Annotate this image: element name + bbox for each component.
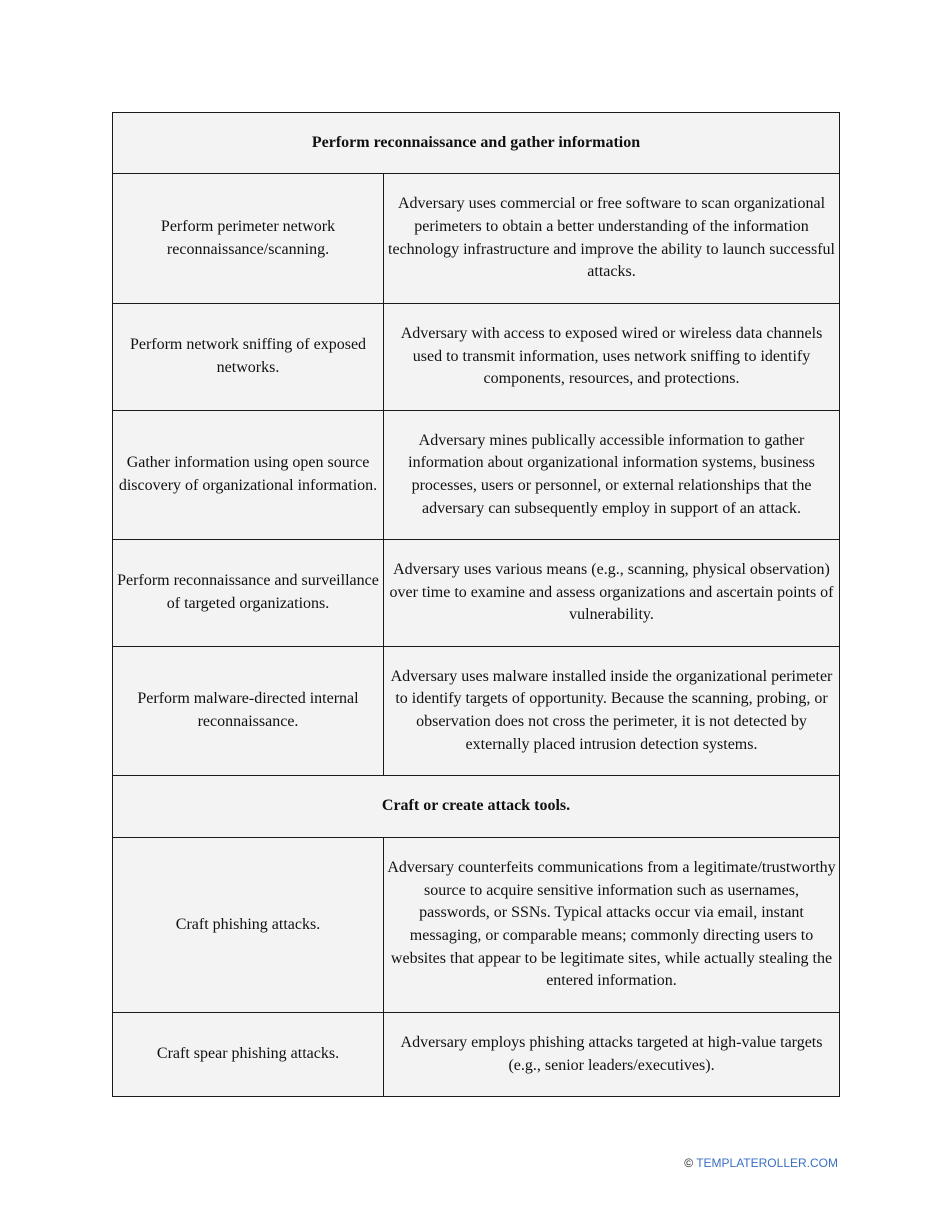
table-row	[113, 1013, 840, 1097]
templateroller-link[interactable]: TEMPLATEROLLER.COM	[696, 1156, 838, 1170]
description-cell: Adversary employs phishing attacks targeted at high-value targets (e.g., senior leaders/executives).	[384, 1013, 840, 1097]
description-cell: Adversary uses malware installed inside the organizational perimeter to identify targets of opportunity. Because the scanning, probing, or observation does not cross the perimeter, it is not detected by externally placed intrusion detection systems.	[384, 647, 840, 776]
action-cell: Perform malware-directed internal reconnaissance.	[113, 647, 384, 776]
section-title: Craft or create attack tools.	[113, 776, 840, 838]
action-cell: Perform reconnaissance and surveillance of targeted organizations.	[113, 540, 384, 647]
section-header-row	[113, 776, 840, 838]
action-cell: Craft phishing attacks.	[113, 838, 384, 1013]
copyright-symbol: ©	[684, 1156, 694, 1170]
action-cell: Gather information using open source discovery of organizational information.	[113, 411, 384, 540]
table-row	[113, 411, 840, 540]
table-row	[113, 540, 840, 647]
section-title: Perform reconnaissance and gather information	[113, 113, 840, 174]
section-header-row	[113, 113, 840, 174]
action-cell: Perform perimeter network reconnaissance/scanning.	[113, 174, 384, 304]
action-cell: Perform network sniffing of exposed networks.	[113, 304, 384, 411]
description-cell: Adversary uses commercial or free software to scan organizational perimeters to obtain a better understanding of the information technology infrastructure and improve the ability to launch successful attacks.	[384, 174, 840, 304]
table-row	[113, 838, 840, 1013]
description-cell: Adversary mines publically accessible information to gather information about organizational information systems, business processes, users or personnel, or external relationships that the adversary can subsequently employ in support of an attack.	[384, 411, 840, 540]
action-cell: Craft spear phishing attacks.	[113, 1013, 384, 1097]
description-cell: Adversary counterfeits communications from a legitimate/trustworthy source to acquire sensitive information such as usernames, passwords, or SSNs. Typical attacks occur via email, instant messaging, or comparable means; commonly directing users to websites that appear to be legitimate sites, while actually stealing the entered information.	[384, 838, 840, 1013]
description-cell: Adversary with access to exposed wired or wireless data channels used to transmit information, uses network sniffing to identify components, resources, and protections.	[384, 304, 840, 411]
threat-events-table	[112, 112, 840, 1097]
table-row	[113, 174, 840, 304]
footer-credit	[684, 1156, 838, 1170]
table-row	[113, 304, 840, 411]
description-cell: Adversary uses various means (e.g., scanning, physical observation) over time to examine and assess organizations and ascertain points of vulnerability.	[384, 540, 840, 647]
table-row	[113, 647, 840, 776]
